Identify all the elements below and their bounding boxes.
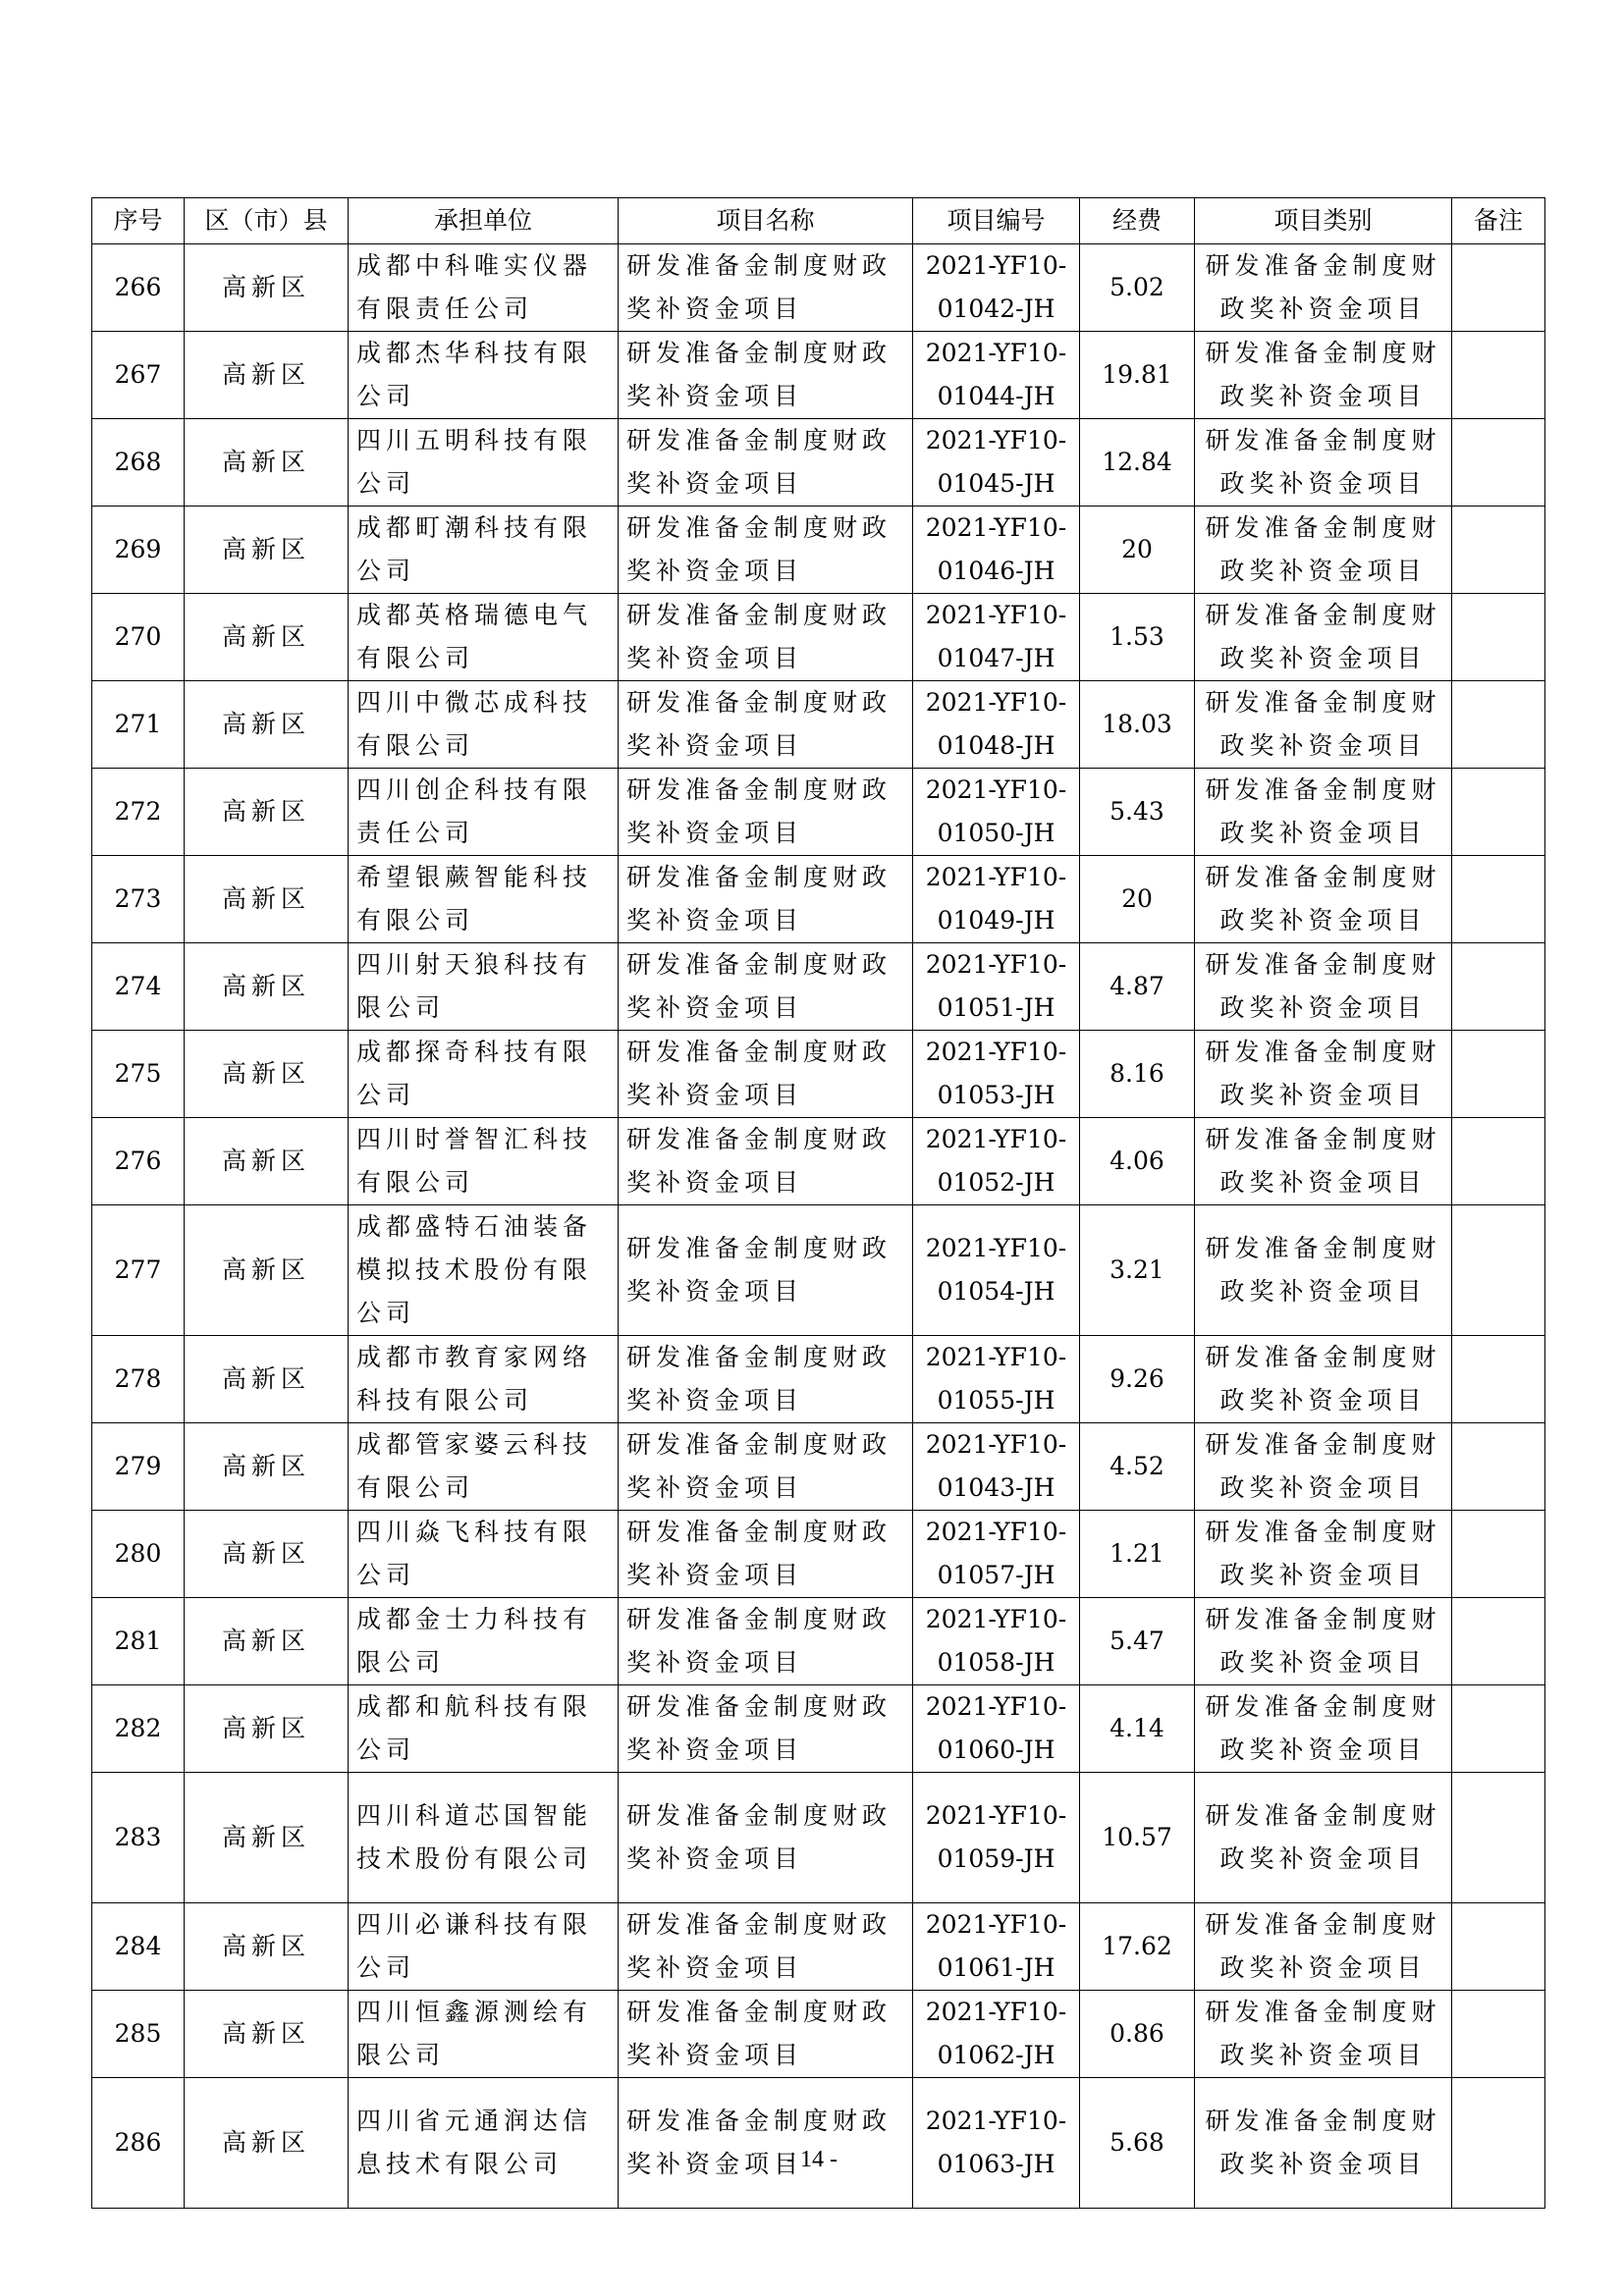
note-cell [1452,1118,1545,1205]
table-row [92,507,1545,594]
project-code-line: 2021-YF10- [925,950,1067,979]
row-number-cell: 285 [92,1991,185,2078]
project-name-cell: 研发准备金制度财政奖补资金项目 [619,1205,913,1336]
project-code-line: 01045-JH [937,469,1056,498]
unit-cell: 成都英格瑞德电气有限公司 [349,594,619,681]
unit-cell: 成都探奇科技有限公司 [349,1031,619,1118]
category-cell: 研发准备金制度财政奖补资金项目 [1195,332,1452,419]
project-code-cell [913,1511,1080,1598]
project-code-line: 01043-JH [937,1473,1056,1502]
project-code-line: 2021-YF10- [925,1605,1067,1633]
project-code-line: 2021-YF10- [925,1910,1067,1939]
note-cell [1452,1773,1545,1903]
project-name-cell: 研发准备金制度财政奖补资金项目 [619,769,913,856]
project-name-cell: 研发准备金制度财政奖补资金项目 [619,594,913,681]
project-name-cell: 研发准备金制度财政奖补资金项目 [619,1991,913,2078]
note-cell [1452,1685,1545,1773]
unit-cell: 四川焱飞科技有限公司 [349,1511,619,1598]
project-code-line: 2021-YF10- [925,1343,1067,1371]
project-code-line: 2021-YF10- [925,1998,1067,2026]
project-code-line: 01054-JH [937,1277,1056,1306]
project-code-cell [913,419,1080,507]
project-code-line: 01058-JH [937,1648,1056,1677]
funds-cell: 1.21 [1080,1511,1195,1598]
row-number-cell: 273 [92,856,185,943]
note-cell [1452,1598,1545,1685]
header-cell: 项目编号 [913,198,1080,244]
project-code-line: 01046-JH [937,557,1056,585]
funds-cell: 12.84 [1080,419,1195,507]
table-row [92,332,1545,419]
project-name-cell: 研发准备金制度财政奖补资金项目 [619,244,913,332]
row-number-cell: 286 [92,2078,185,2209]
funds-cell: 17.62 [1080,1903,1195,1991]
unit-cell: 四川射天狼科技有限公司 [349,943,619,1031]
unit-cell: 成都金士力科技有限公司 [349,1598,619,1685]
note-cell [1452,681,1545,769]
table-row [92,1118,1545,1205]
project-code-cell [913,856,1080,943]
funds-cell: 20 [1080,507,1195,594]
funds-cell: 5.43 [1080,769,1195,856]
project-code-line: 01060-JH [937,1735,1056,1764]
district-cell: 高新区 [185,1336,349,1423]
project-name-cell: 研发准备金制度财政奖补资金项目 [619,419,913,507]
note-cell [1452,244,1545,332]
project-code-line: 2021-YF10- [925,1038,1067,1066]
category-cell: 研发准备金制度财政奖补资金项目 [1195,681,1452,769]
project-code-cell [913,1773,1080,1903]
district-cell: 高新区 [185,769,349,856]
category-cell: 研发准备金制度财政奖补资金项目 [1195,769,1452,856]
unit-cell: 希望银蕨智能科技有限公司 [349,856,619,943]
row-number-cell: 278 [92,1336,185,1423]
project-name-cell: 研发准备金制度财政奖补资金项目 [619,1598,913,1685]
district-cell: 高新区 [185,1118,349,1205]
project-code-line: 01047-JH [937,644,1056,672]
unit-cell: 四川中微芯成科技有限公司 [349,681,619,769]
district-cell: 高新区 [185,1423,349,1511]
table-row [92,419,1545,507]
header-cell: 备注 [1452,198,1545,244]
table-row [92,1031,1545,1118]
table-row [92,681,1545,769]
note-cell [1452,1336,1545,1423]
project-code-line: 2021-YF10- [925,339,1067,367]
project-code-line: 01063-JH [937,2150,1056,2178]
category-cell: 研发准备金制度财政奖补资金项目 [1195,1685,1452,1773]
note-cell [1452,1423,1545,1511]
district-cell: 高新区 [185,1903,349,1991]
project-name-cell: 研发准备金制度财政奖补资金项目 [619,681,913,769]
category-cell: 研发准备金制度财政奖补资金项目 [1195,943,1452,1031]
category-cell: 研发准备金制度财政奖补资金项目 [1195,419,1452,507]
project-code-line: 2021-YF10- [925,1125,1067,1153]
project-code-line: 01053-JH [937,1081,1056,1109]
header-cell: 区（市）县 [185,198,349,244]
table-row [92,1991,1545,2078]
table-row [92,1205,1545,1336]
table-row [92,244,1545,332]
district-cell: 高新区 [185,1773,349,1903]
project-name-cell: 研发准备金制度财政奖补资金项目 [619,1118,913,1205]
project-code-line: 01042-JH [937,294,1056,323]
unit-cell: 成都杰华科技有限公司 [349,332,619,419]
funds-cell: 5.68 [1080,2078,1195,2209]
unit-cell: 成都盛特石油装备模拟技术股份有限公司 [349,1205,619,1336]
note-cell [1452,1031,1545,1118]
project-code-line: 01048-JH [937,731,1056,760]
funds-cell: 4.52 [1080,1423,1195,1511]
funds-cell: 5.02 [1080,244,1195,332]
project-code-line: 01051-JH [937,993,1056,1022]
unit-cell: 四川创企科技有限责任公司 [349,769,619,856]
header-cell: 经费 [1080,198,1195,244]
row-number-cell: 277 [92,1205,185,1336]
project-name-cell: 研发准备金制度财政奖补资金项目 [619,1031,913,1118]
category-cell: 研发准备金制度财政奖补资金项目 [1195,2078,1452,2209]
funds-cell: 5.47 [1080,1598,1195,1685]
project-code-line: 2021-YF10- [925,863,1067,891]
unit-cell: 成都中科唯实仪器有限责任公司 [349,244,619,332]
page-number: - 14 - [786,2147,838,2172]
district-cell: 高新区 [185,244,349,332]
category-cell: 研发准备金制度财政奖补资金项目 [1195,594,1452,681]
table-row [92,1598,1545,1685]
project-code-cell [913,681,1080,769]
project-code-cell [913,1118,1080,1205]
unit-cell: 成都市教育家网络科技有限公司 [349,1336,619,1423]
project-code-line: 2021-YF10- [925,426,1067,454]
note-cell [1452,1511,1545,1598]
unit-cell: 四川恒鑫源测绘有限公司 [349,1991,619,2078]
table-row [92,2078,1545,2209]
district-cell: 高新区 [185,856,349,943]
project-code-cell [913,1685,1080,1773]
table-row [92,594,1545,681]
note-cell [1452,2078,1545,2209]
header-cell: 项目名称 [619,198,913,244]
project-code-cell [913,507,1080,594]
project-code-line: 2021-YF10- [925,1518,1067,1546]
unit-cell: 四川时誉智汇科技有限公司 [349,1118,619,1205]
unit-cell: 四川必谦科技有限公司 [349,1903,619,1991]
funding-table [91,197,1545,2209]
unit-cell: 成都和航科技有限公司 [349,1685,619,1773]
project-name-cell: 研发准备金制度财政奖补资金项目 [619,1773,913,1903]
district-cell: 高新区 [185,1031,349,1118]
district-cell: 高新区 [185,1511,349,1598]
project-code-line: 01052-JH [937,1168,1056,1197]
project-name-cell: 研发准备金制度财政奖补资金项目 [619,1685,913,1773]
project-code-cell [913,1205,1080,1336]
project-code-line: 2021-YF10- [925,1430,1067,1459]
funds-cell: 0.86 [1080,1991,1195,2078]
table-row [92,1423,1545,1511]
note-cell [1452,943,1545,1031]
category-cell: 研发准备金制度财政奖补资金项目 [1195,1118,1452,1205]
row-number-cell: 279 [92,1423,185,1511]
note-cell [1452,1991,1545,2078]
table-row [92,1773,1545,1903]
funds-cell: 19.81 [1080,332,1195,419]
project-code-line: 01055-JH [937,1386,1056,1415]
district-cell: 高新区 [185,1991,349,2078]
note-cell [1452,594,1545,681]
category-cell: 研发准备金制度财政奖补资金项目 [1195,1511,1452,1598]
row-number-cell: 267 [92,332,185,419]
header-cell: 序号 [92,198,185,244]
project-code-cell [913,943,1080,1031]
table-header-row [92,198,1545,244]
header-cell: 项目类别 [1195,198,1452,244]
district-cell: 高新区 [185,1598,349,1685]
project-code-cell [913,1598,1080,1685]
project-code-line: 01062-JH [937,2041,1056,2069]
project-code-cell [913,2078,1080,2209]
row-number-cell: 266 [92,244,185,332]
unit-cell: 四川省元通润达信息技术有限公司 [349,2078,619,2209]
project-code-line: 2021-YF10- [925,1801,1067,1830]
funds-cell: 18.03 [1080,681,1195,769]
category-cell: 研发准备金制度财政奖补资金项目 [1195,1598,1452,1685]
project-code-cell [913,769,1080,856]
district-cell: 高新区 [185,1205,349,1336]
category-cell: 研发准备金制度财政奖补资金项目 [1195,856,1452,943]
district-cell: 高新区 [185,419,349,507]
funds-cell: 9.26 [1080,1336,1195,1423]
category-cell: 研发准备金制度财政奖补资金项目 [1195,1205,1452,1336]
row-number-cell: 270 [92,594,185,681]
district-cell: 高新区 [185,507,349,594]
project-code-line: 2021-YF10- [925,601,1067,629]
project-code-line: 01049-JH [937,906,1056,934]
project-code-cell [913,594,1080,681]
project-code-cell [913,1991,1080,2078]
project-code-cell [913,1031,1080,1118]
project-code-line: 01050-JH [937,819,1056,847]
table-row [92,1511,1545,1598]
category-cell: 研发准备金制度财政奖补资金项目 [1195,1773,1452,1903]
unit-cell: 四川五明科技有限公司 [349,419,619,507]
row-number-cell: 268 [92,419,185,507]
table-row [92,1903,1545,1991]
project-name-cell: 研发准备金制度财政奖补资金项目 [619,332,913,419]
row-number-cell: 282 [92,1685,185,1773]
category-cell: 研发准备金制度财政奖补资金项目 [1195,244,1452,332]
unit-cell: 四川科道芯国智能技术股份有限公司 [349,1773,619,1903]
category-cell: 研发准备金制度财政奖补资金项目 [1195,507,1452,594]
project-code-line: 2021-YF10- [925,688,1067,717]
project-code-line: 01059-JH [937,1844,1056,1873]
project-name-cell: 研发准备金制度财政奖补资金项目 [619,1511,913,1598]
table-body [92,244,1545,2209]
row-number-cell: 274 [92,943,185,1031]
project-code-cell [913,1423,1080,1511]
district-cell: 高新区 [185,594,349,681]
funds-cell: 3.21 [1080,1205,1195,1336]
category-cell: 研发准备金制度财政奖补资金项目 [1195,1903,1452,1991]
funds-cell: 8.16 [1080,1031,1195,1118]
note-cell [1452,856,1545,943]
project-name-cell: 研发准备金制度财政奖补资金项目 [619,943,913,1031]
table-row [92,943,1545,1031]
note-cell [1452,332,1545,419]
district-cell: 高新区 [185,681,349,769]
project-name-cell: 研发准备金制度财政奖补资金项目 [619,2078,913,2209]
header-cell: 承担单位 [349,198,619,244]
project-code-line: 01057-JH [937,1561,1056,1589]
funds-cell: 10.57 [1080,1773,1195,1903]
district-cell: 高新区 [185,332,349,419]
project-code-cell [913,244,1080,332]
row-number-cell: 280 [92,1511,185,1598]
project-code-cell [913,1903,1080,1991]
funds-cell: 4.06 [1080,1118,1195,1205]
note-cell [1452,1903,1545,1991]
row-number-cell: 283 [92,1773,185,1903]
project-code-line: 01044-JH [937,382,1056,410]
row-number-cell: 271 [92,681,185,769]
project-name-cell: 研发准备金制度财政奖补资金项目 [619,1903,913,1991]
district-cell: 高新区 [185,1685,349,1773]
note-cell [1452,1205,1545,1336]
category-cell: 研发准备金制度财政奖补资金项目 [1195,1031,1452,1118]
row-number-cell: 269 [92,507,185,594]
category-cell: 研发准备金制度财政奖补资金项目 [1195,1991,1452,2078]
table-row [92,856,1545,943]
row-number-cell: 276 [92,1118,185,1205]
project-name-cell: 研发准备金制度财政奖补资金项目 [619,1336,913,1423]
table-row [92,1336,1545,1423]
project-name-cell: 研发准备金制度财政奖补资金项目 [619,1423,913,1511]
row-number-cell: 272 [92,769,185,856]
note-cell [1452,507,1545,594]
project-code-cell [913,1336,1080,1423]
funds-cell: 20 [1080,856,1195,943]
project-code-line: 01061-JH [937,1953,1056,1982]
row-number-cell: 281 [92,1598,185,1685]
district-cell: 高新区 [185,943,349,1031]
row-number-cell: 275 [92,1031,185,1118]
project-code-line: 2021-YF10- [925,2107,1067,2135]
row-number-cell: 284 [92,1903,185,1991]
project-code-line: 2021-YF10- [925,775,1067,804]
project-name-cell: 研发准备金制度财政奖补资金项目 [619,507,913,594]
funds-cell: 4.14 [1080,1685,1195,1773]
project-name-cell: 研发准备金制度财政奖补资金项目 [619,856,913,943]
note-cell [1452,419,1545,507]
district-cell: 高新区 [185,2078,349,2209]
funds-cell: 1.53 [1080,594,1195,681]
project-code-line: 2021-YF10- [925,251,1067,280]
unit-cell: 成都管家婆云科技有限公司 [349,1423,619,1511]
project-code-line: 2021-YF10- [925,1692,1067,1721]
project-code-line: 2021-YF10- [925,1234,1067,1262]
project-code-cell [913,332,1080,419]
funds-cell: 4.87 [1080,943,1195,1031]
table-row [92,769,1545,856]
category-cell: 研发准备金制度财政奖补资金项目 [1195,1423,1452,1511]
unit-cell: 成都町潮科技有限公司 [349,507,619,594]
note-cell [1452,769,1545,856]
project-code-line: 2021-YF10- [925,513,1067,542]
table-row [92,1685,1545,1773]
category-cell: 研发准备金制度财政奖补资金项目 [1195,1336,1452,1423]
